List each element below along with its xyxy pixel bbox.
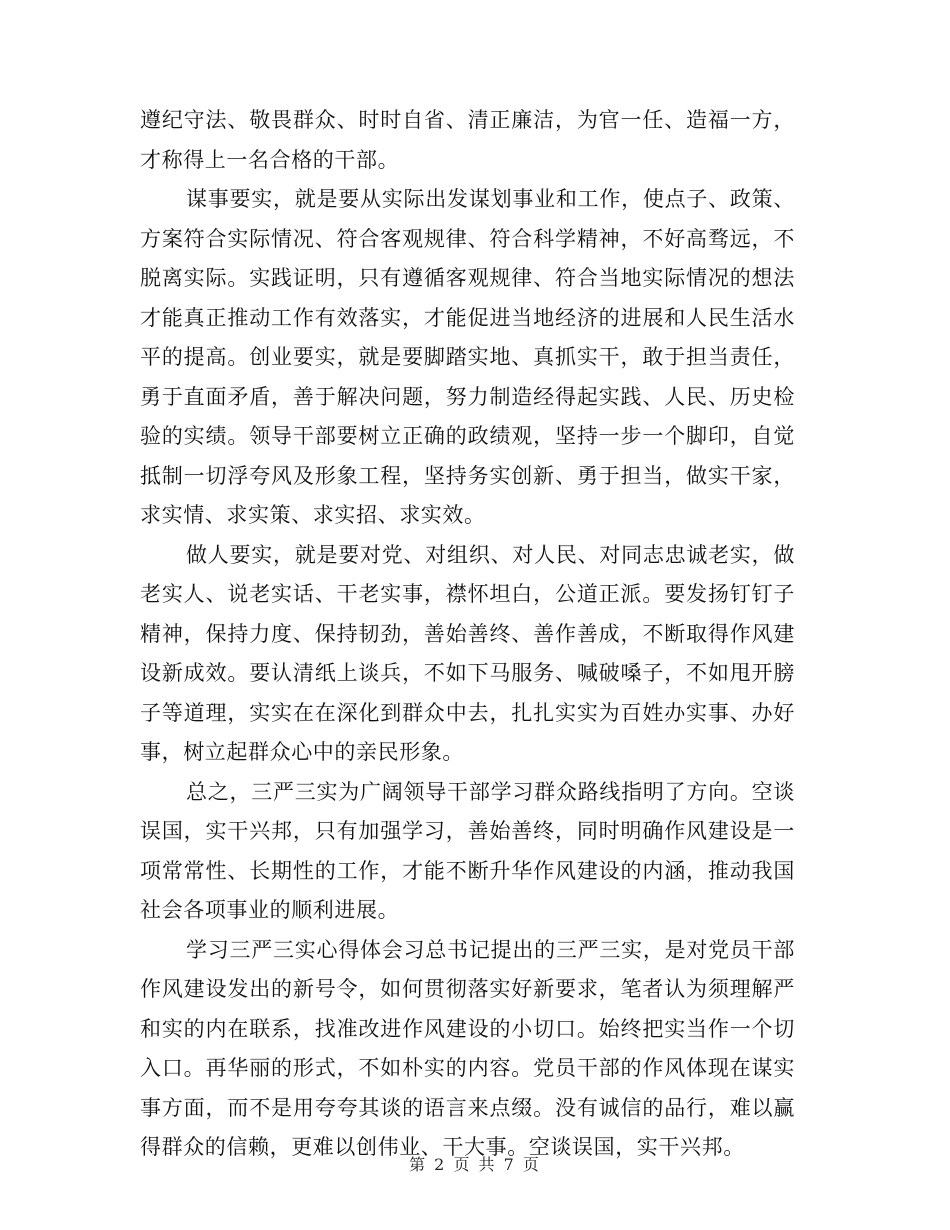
paragraph-be-honest-person: 做人要实，就是要对党、对组织、对人民、对同志忠诚老实，做老实人、说老实话、干老实事，襟怀坦白，公道正派。要发扬钉钉子精神，保持力度、保持韧劲，善始善终、善作善成，不断取得作风建设新成效。要认清纸上谈兵，不如下马服务、喊破嗓子，不如甩开膀子等道理，实实在在深化到群众中去，扎扎实实为百姓办实事、办好事，树立起群众心中的亲民形象。 xyxy=(140,542,795,764)
paragraph-plan-and-start-business: 谋事要实，就是要从实际出发谋划事业和工作，使点子、政策、方案符合实际情况、符合客观规律、符合科学精神，不好高骛远，不脱离实际。实践证明，只有遵循客观规律、符合当地实际情况的想法才能真正推动工作有效落实，才能促进当地经济的进展和人民生活水平的提高。创业要实，就是要脚踏实地、真抓实干，敢于担当责任，勇于直面矛盾，善于解决问题，努力制造经得起实践、人民、历史检验的实绩。领导干部要树立正确的政绩观，坚持一步一个脚印，自觉抵制一切浮夸风及形象工程，坚持务实创新、勇于担当，做实干家，求实情、求实策、求实招、求实效。 xyxy=(140,187,795,527)
paragraph-study-reflection: 学习三严三实心得体会习总书记提出的三严三实，是对党员干部作风建设发出的新号令，如何贯彻落实好新要求，笔者认为须理解严和实的内在联系，找准改进作风建设的小切口。始终把实当作一个切入口。再华丽的形式，不如朴实的内容。党员干部的作风体现在谋实事方面，而不是用夸夸其谈的语言来点缀。没有诚信的品行，难以赢得群众的信赖，更难以创伟业、干大事。空谈误国，实干兴邦。 xyxy=(140,937,795,1159)
page-number-footer: 第 2 页 共 7 页 xyxy=(409,1155,541,1174)
document-body xyxy=(140,101,795,1168)
paragraph-continuation: 遵纪守法、敬畏群众、时时自省、清正廉洁，为官一任、造福一方，才称得上一名合格的干部。 xyxy=(140,108,795,172)
paragraph-conclusion: 总之，三严三实为广阔领导干部学习群众路线指明了方向。空谈误国，实干兴邦，只有加强学习，善始善终，同时明确作风建设是一项常常性、长期性的工作，才能不断升华作风建设的内涵，推动我国社会各项事业的顺利进展。 xyxy=(140,779,795,922)
